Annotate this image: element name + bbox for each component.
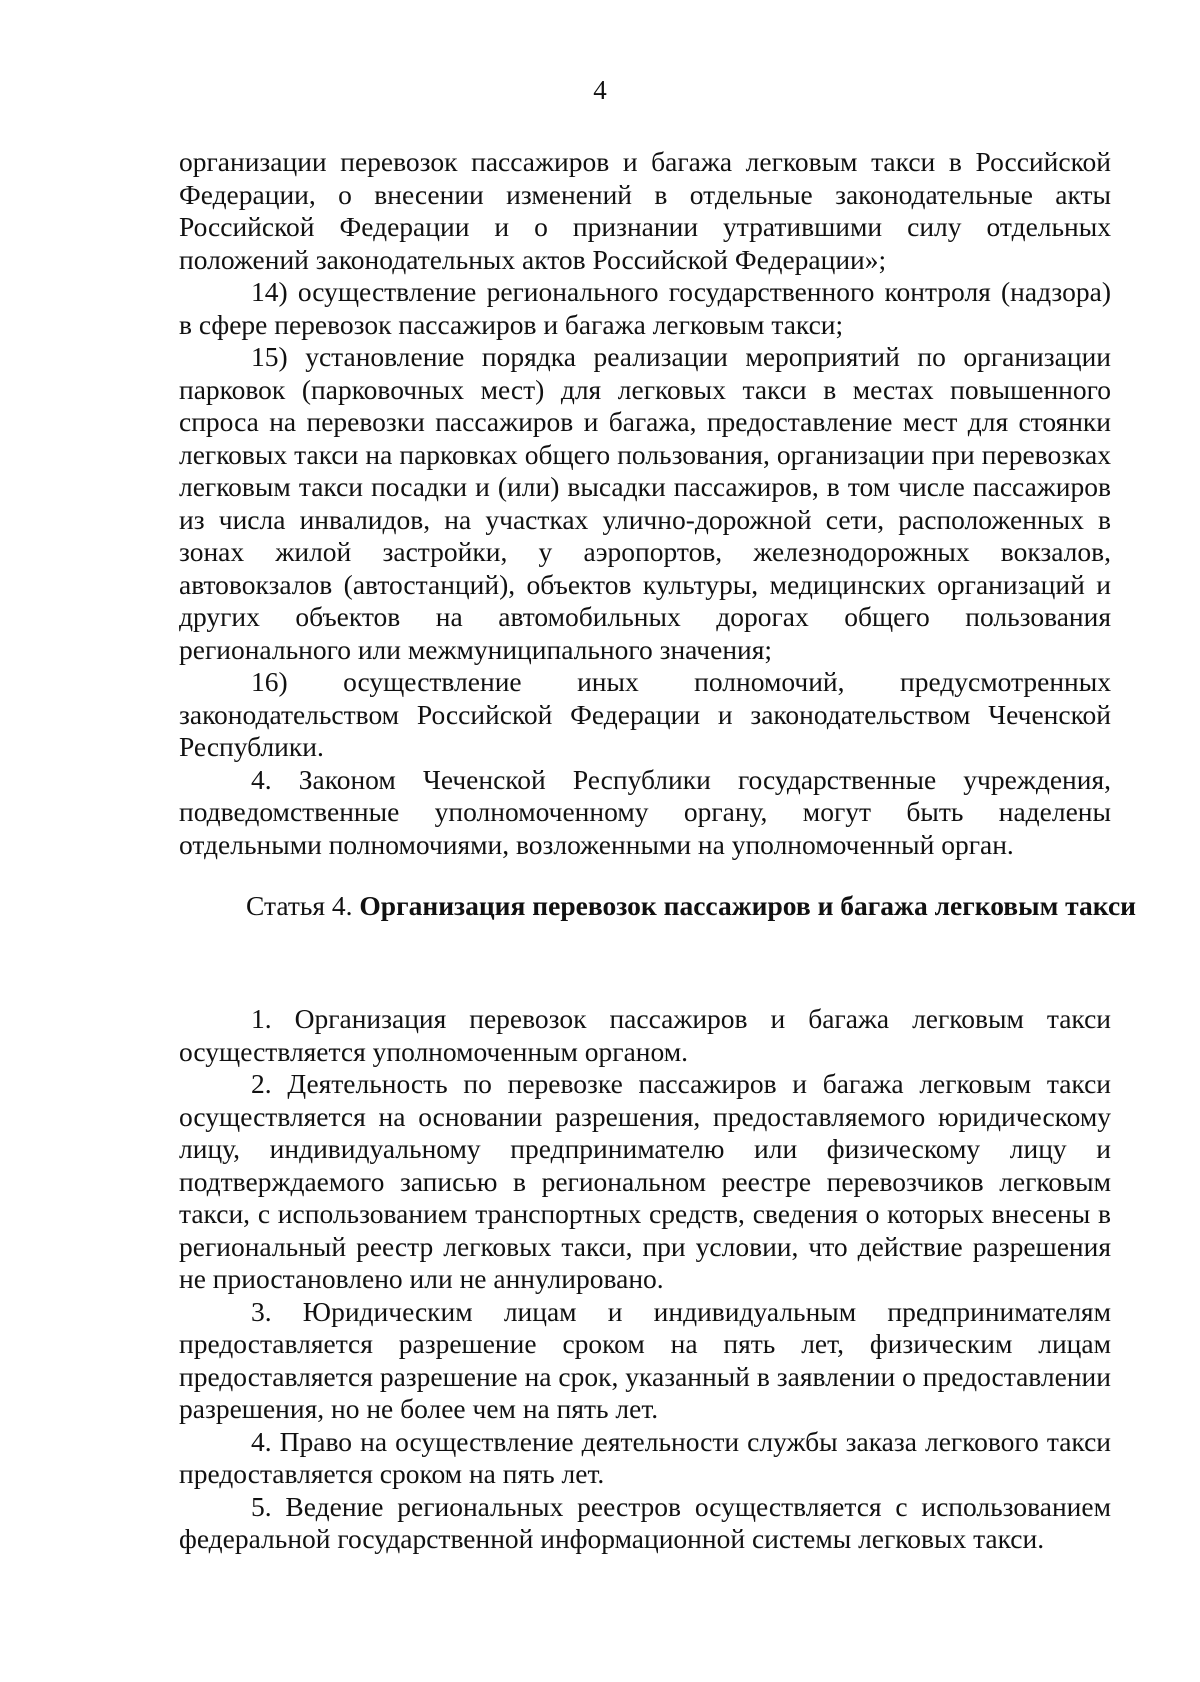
text-block-upper [179,146,1111,861]
paragraph: 15) установление порядка реализации мероприятий по организации парковок (парковочных мест) для легковых такси в местах повышенного спроса на перевозки пассажиров и багажа, предоставление мест для стоянки легковых такси на парковках общего пользования, организации при перевозках легковым такси посадки и (или) высадки пассажиров, в том числе пассажиров из числа инвалидов, на участках улично-дорожной сети, расположенных в зонах жилой застройки, у аэропортов, железнодорожных вокзалов, автовокзалов (автостанций), объектов культуры, медицинских организаций и других объектов на автомобильных дорогах общего пользования регионального или межмуниципального значения; [179,341,1111,665]
paragraph: 4. Законом Чеченской Республики государственные учреждения, подведомственные уполномоченному органу, могут быть наделены отдельными полномочиями, возложенными на уполномоченный орган. [179,763,1111,860]
article-heading [246,889,1200,922]
paragraph: 14) осуществление регионального государственного контроля (надзора) в сфере перевозок пассажиров и багажа легковым такси; [179,276,1111,340]
paragraph: 4. Право на осуществление деятельности службы заказа легкового такси предоставляется сроком на пять лет. [179,1425,1111,1489]
paragraph: 5. Ведение региональных реестров осуществляется с использованием федеральной государственной информационной системы легковых такси. [179,1490,1111,1554]
article-title: Организация перевозок пассажиров и багажа легковым такси [359,890,1136,921]
page-number: 4 [593,75,607,105]
paragraph: организации перевозок пассажиров и багажа легковым такси в Российской Федерации, о внесении изменений в отдельные законодательные акты Российской Федерации и о признании утратившими силу отдельных положений законодательных актов Российской Федерации»; [179,146,1111,275]
article-label: Статья 4. [246,890,353,921]
paragraph: 3. Юридическим лицам и индивидуальным предпринимателям предоставляется разрешение сроком на пять лет, физическим лицам предоставляется разрешение на срок, указанный в заявлении о предоставлении разрешения, но не более чем на пять лет. [179,1295,1111,1424]
paragraph: 16) осуществление иных полномочий, предусмотренных законодательством Российской Федерации и законодательством Чеченской Республики. [179,666,1111,762]
paragraph: 1. Организация перевозок пассажиров и багажа легковым такси осуществляется уполномоченным органом. [179,1003,1111,1067]
paragraph: 2. Деятельность по перевозке пассажиров и багажа легковым такси осуществляется на основании разрешения, предоставляемого юридическому лицу, индивидуальному предпринимателю или физическому лицу и подтверждаемого записью в региональном реестре перевозчиков легковым такси, с использованием транспортных средств, сведения о которых внесены в региональный реестр легковых такси, при условии, что действие разрешения не приостановлено или не аннулировано. [179,1068,1111,1294]
text-block-lower [179,1003,1111,1556]
